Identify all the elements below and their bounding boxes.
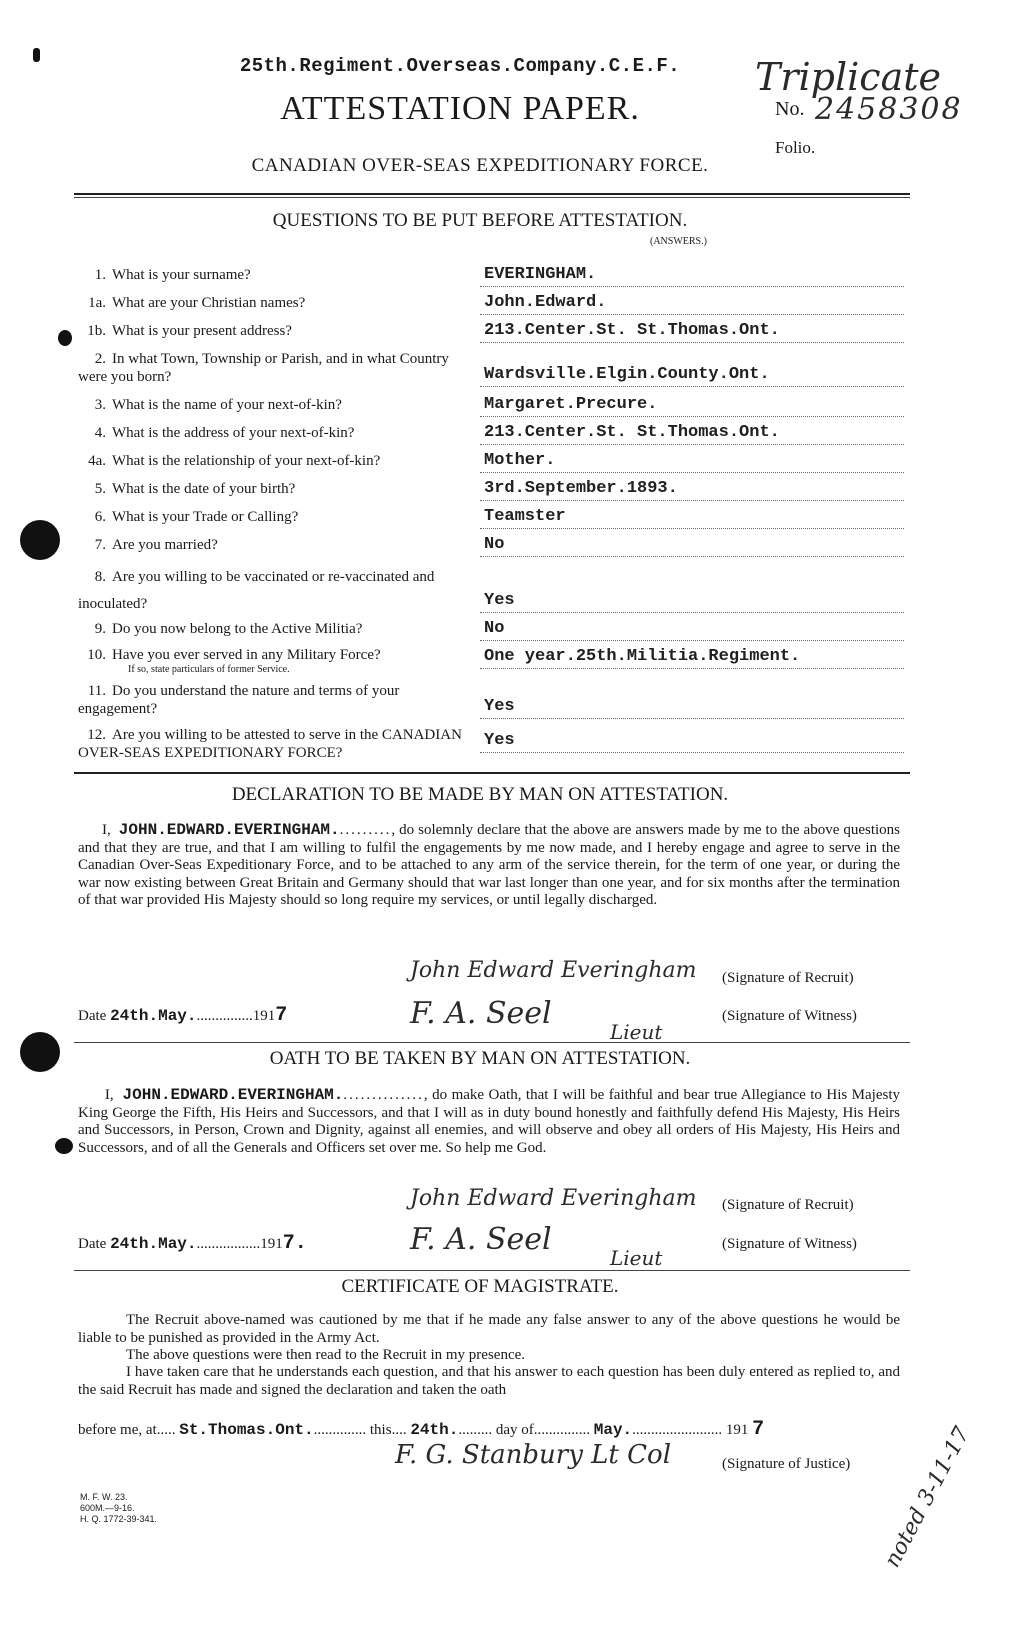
document-title: ATTESTATION PAPER. [280, 90, 640, 127]
declaration-recruit-name: JOHN.EDWARD.EVERINGHAM. [118, 821, 340, 839]
answer-6-trade: Teamster [480, 506, 904, 529]
certificate-day: 24th. [410, 1421, 459, 1439]
declaration-date-line: Date 24th.May................1917 [78, 1004, 288, 1027]
form-code-2: 600M.—9-16. [80, 1503, 135, 1513]
answer-3-next-of-kin: Margaret.Precure. [480, 394, 904, 417]
question-4: 4. What is the address of your next-of-kin? [94, 425, 355, 441]
answer-9-active-militia: No [480, 618, 904, 641]
question-12: 12. Are you willing to be attested to serve in the CANADIAN OVER-SEAS EXPEDITIONARY FORCE? [78, 727, 462, 761]
declaration-heading: DECLARATION TO BE MADE BY MAN ON ATTESTATION. [231, 784, 729, 805]
question-11: 11. Do you understand the nature and terms of your engagement? [78, 683, 400, 717]
certificate-month: May. [593, 1421, 633, 1439]
answer-7-married: No [480, 534, 904, 557]
answer-12-willing-to-serve: Yes [480, 730, 904, 753]
question-9: 9. Do you now belong to the Active Militia? [94, 621, 363, 637]
oath-date-line: Date 24th.May..................1917. [78, 1232, 307, 1255]
answer-1b-address: 213.Center.St. St.Thomas.Ont. [480, 320, 904, 343]
question-8: 8. Are you willing to be vaccinated or re-vaccinated and inoculated? [78, 569, 435, 612]
oath-heading: OATH TO BE TAKEN BY MAN ON ATTESTATION. [269, 1048, 691, 1069]
regimental-number: 2458308 [815, 92, 963, 127]
declaration-text: I, JOHN.EDWARD.EVERINGHAM.........., do solemnly declare that the above are answers made by me to the above questions and that they are true, and that I am willing to fulfil the engagements by me now made, and I hereby engage and agree to serve in the Canadian Over-Seas Expeditionary Force, and to be attached to any arm of the service therein, for the term of one year, or during the war now existing between Great Britain and Germany should that war last longer than one year, and for six months after the termination of that war provided His Majesty should so long require my services, or until legally discharged. [78, 821, 901, 908]
question-4a: 4a. What is the relationship of your next-of-kin? [88, 453, 381, 469]
declaration-witness-signature: F. A. Seel [410, 996, 552, 1031]
oath-witness-label: (Signature of Witness) [722, 1236, 857, 1252]
answer-8-vaccinated: Yes [480, 590, 904, 613]
question-7: 7. Are you married? [94, 537, 218, 553]
certificate-para-1: The Recruit above-named was cautioned by me that if he made any false answer to any of the above questions he would be liable to be punished as provided in the Army Act. [78, 1312, 900, 1346]
question-10: 10. Have you ever served in any Military Force? If so, state particulars of former Service. [78, 646, 473, 675]
question-6: 6. What is your Trade or Calling? [94, 509, 299, 525]
answer-2-birthplace: Wardsville.Elgin.County.Ont. [480, 364, 904, 387]
unit-line: 25th.Regiment.Overseas.Company.C.E.F. [239, 55, 681, 77]
answer-1a-christian-names: John.Edward. [480, 292, 904, 315]
certificate-place: St.Thomas.Ont. [179, 1421, 314, 1439]
oath-date: 24th.May. [110, 1235, 197, 1253]
folio-label: Folio. [775, 138, 816, 157]
question-3: 3. What is the name of your next-of-kin? [94, 397, 342, 413]
question-5: 5. What is the date of your birth? [94, 481, 296, 497]
divider [74, 772, 910, 774]
ink-mark [58, 330, 72, 346]
margin-note: noted 3-11-17 [880, 1422, 975, 1572]
oath-witness-signature: F. A. Seel [410, 1222, 552, 1257]
ink-mark [55, 1138, 73, 1154]
justice-label: (Signature of Justice) [722, 1456, 851, 1472]
divider [74, 193, 910, 195]
question-10-note: If so, state particulars of former Service. [128, 664, 290, 675]
ink-mark [33, 48, 40, 62]
answers-label: (ANSWERS.) [650, 236, 707, 247]
certificate-para-2: The above questions were then read to the Recruit in my presence. [126, 1347, 526, 1363]
form-code-1: M. F. W. 23. [80, 1492, 128, 1502]
divider [74, 1270, 910, 1271]
form-code-3: H. Q. 1772-39-341. [80, 1514, 158, 1524]
oath-text: I, JOHN.EDWARD.EVERINGHAM..............., do make Oath, that I will be faithful and bear true Allegiance to His Majesty King George the Fifth, His Heirs and Successors, and that I will as in duty bound honestly and faithfully defend His Majesty, His Heirs and Successors, in Person, Crown and Dignity, against all enemies, and will observe and obey all orders of His Majesty, His Heirs and Successors, and of all the Generals and Officers set over me. So help me God. [78, 1086, 901, 1156]
oath-recruit-signature: John Edward Everingham [410, 1186, 697, 1211]
answer-11-understand-terms: Yes [480, 696, 904, 719]
declaration-recruit-signature: John Edward Everingham [410, 958, 697, 983]
certificate-before-line: before me, at..... St.Thomas.Ont............... this.... 24th.......... day of............... May......................... 191 7 [78, 1418, 765, 1441]
answer-4-kin-address: 213.Center.St. St.Thomas.Ont. [480, 422, 904, 445]
divider [74, 1042, 910, 1043]
answer-4a-relationship: Mother. [480, 450, 904, 473]
document-subtitle: CANADIAN OVER-SEAS EXPEDITIONARY FORCE. [251, 155, 709, 176]
certificate-para-3: I have taken care that he understands each question, and that his answer to each question has been duly entered as replied to, and the said Recruit has made and signed the declaration and taken the oath [78, 1364, 900, 1398]
punch-hole-2 [20, 1032, 60, 1072]
oath-recruit-label: (Signature of Recruit) [722, 1197, 854, 1213]
answer-1-surname: EVERINGHAM. [480, 264, 904, 287]
question-2: 2. In what Town, Township or Parish, and in what Country were you born? [78, 351, 449, 385]
question-1a: 1a. What are your Christian names? [88, 295, 306, 311]
declaration-recruit-label: (Signature of Recruit) [722, 970, 854, 986]
oath-witness-rank: Lieut [610, 1246, 663, 1270]
divider [74, 197, 910, 198]
justice-signature: F. G. Stanbury Lt Col [395, 1440, 672, 1470]
answer-5-birth-date: 3rd.September.1893. [480, 478, 904, 501]
declaration-witness-rank: Lieut [610, 1020, 663, 1044]
declaration-witness-label: (Signature of Witness) [722, 1008, 857, 1024]
number-label: No. [775, 98, 805, 120]
punch-hole-1 [20, 520, 60, 560]
answer-10-military-service: One year.25th.Militia.Regiment. [480, 646, 904, 669]
question-1: 1. What is your surname? [94, 267, 251, 283]
declaration-date: 24th.May. [110, 1007, 197, 1025]
question-1b: 1b. What is your present address? [87, 323, 292, 339]
oath-recruit-name: JOHN.EDWARD.EVERINGHAM. [122, 1086, 344, 1104]
triplicate-note: Triplicate [755, 55, 941, 99]
certificate-heading: CERTIFICATE OF MAGISTRATE. [341, 1276, 619, 1297]
questions-heading: QUESTIONS TO BE PUT BEFORE ATTESTATION. [272, 210, 688, 231]
